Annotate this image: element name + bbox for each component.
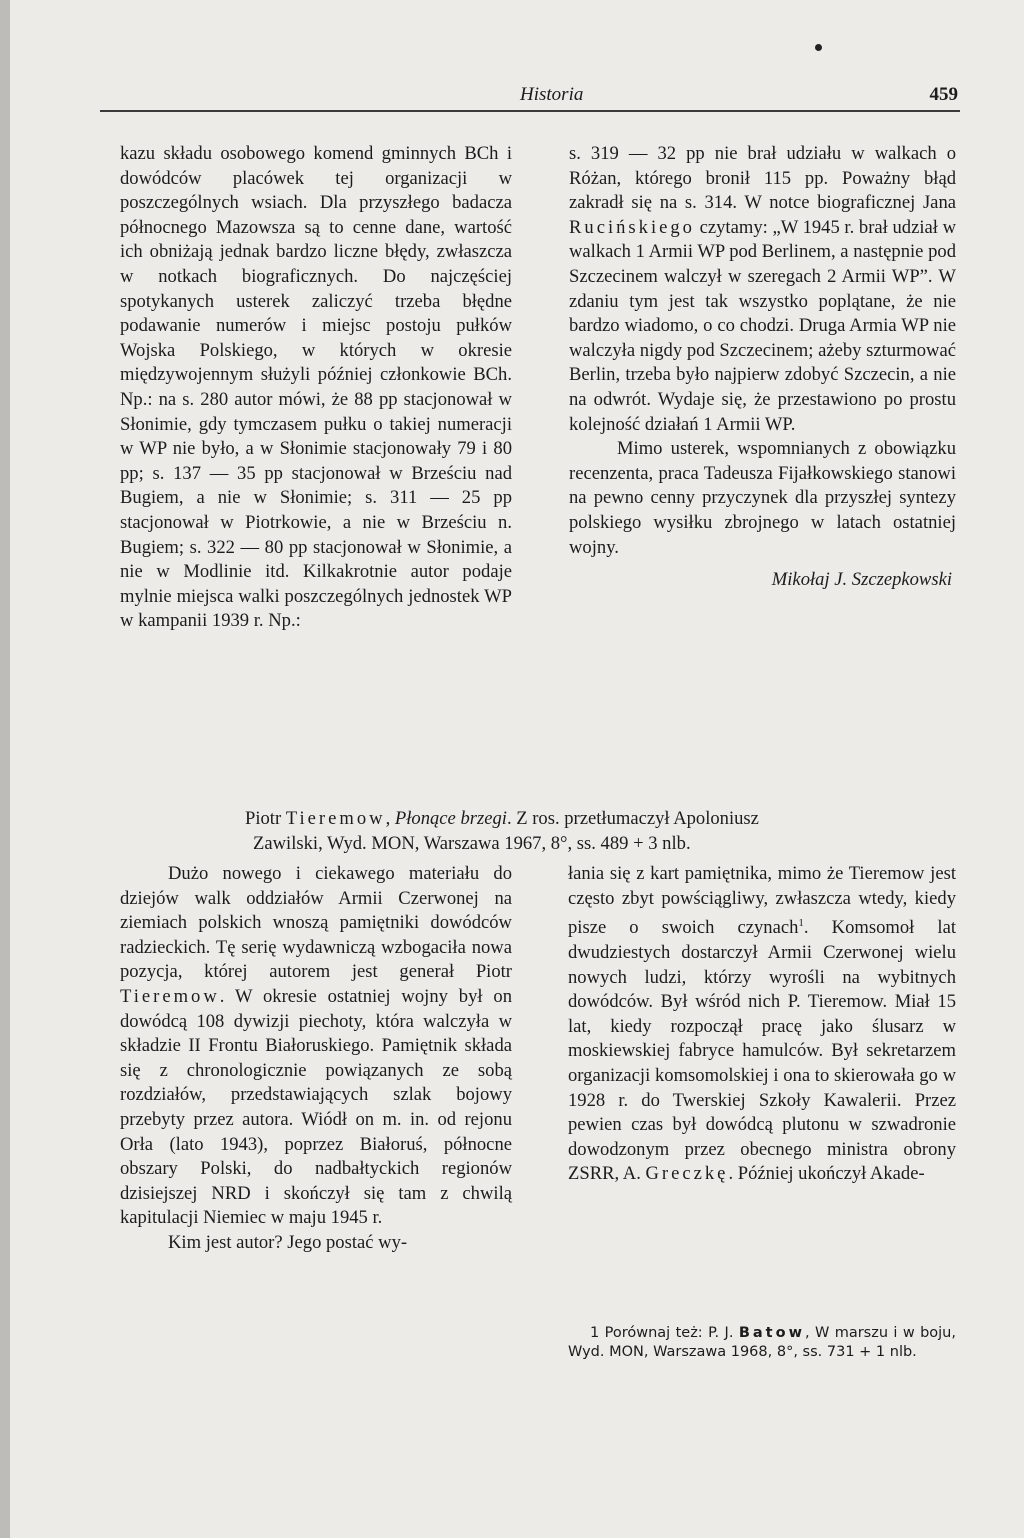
footnote <box>568 1324 956 1363</box>
spaced-name: Greczkę <box>645 1163 729 1185</box>
top-right-column <box>569 142 956 593</box>
biblio-line-1 <box>245 806 965 831</box>
print-speck <box>815 44 822 51</box>
header-rule <box>100 110 960 112</box>
text-run: . Później ukończył Akade- <box>728 1163 925 1185</box>
spaced-name: Batow <box>738 1325 805 1341</box>
page-binding-edge <box>0 0 10 1538</box>
book-title: Płonące brzegi <box>394 808 507 829</box>
bottom-right-column <box>568 862 956 1187</box>
footnote-number: 1 <box>590 1325 600 1341</box>
paragraph: Kim jest autor? Jego postać wy- <box>168 1231 408 1253</box>
paragraph: Mimo usterek, wspomnianych z obowiązku recenzenta, praca Tadeusza Fijałkowskiego stanowi na pewno cenny przyczynek dla przyszłej syntezy polskiego wysiłku zbrojnego w latach ostatniej wojny. <box>569 438 956 558</box>
text-run: . W okresie ostatniej wojny był on dowódcą 108 dywizji piechoty, która walczyła w składzie II Frontu Białoruskiego. Pamiętnik składa się z chronologicznie powiązanych ze sobą rozdziałów, przedstawiających szlak bojowy przebyty przez autora. Wiódł on m. in. od rejonu Orła (lato 1943), poprzez Białoruś, północne obszary Polski, do nadbałtyckich regionów dzisiejszej NRD i skończył się tam z chwilą kapitulacji Niemiec w maju 1945 r. <box>120 985 512 1229</box>
text-run: czytamy: „W 1945 r. brał udział w walkach 1 Armii WP pod Berlinem, a następnie pod Szczecinem walczył w szeregach 2 Armii WP”. W zdaniu tym jest tak wszystko poplątane, że nie bardzo wiadomo, o co chodzi. Druga Armia WP nie walczyła nigdy pod Szczecinem; ażeby szturmować Berlin, trzeba było najpierw zdobyć Szczecin, a nie na odwrót. Wydaje się, że przestawiono po prostu kolejność działań 1 Armii WP. <box>569 216 956 435</box>
top-left-column <box>120 142 512 634</box>
spaced-name: Rucińskiego <box>569 216 695 238</box>
section-title: Historia <box>520 84 584 105</box>
text-run: Porównaj też: P. J. <box>599 1325 739 1341</box>
text-run: , W marszu i w boju, Wyd. MON, Warszawa 1968, 8°, ss. 731 + 1 nlb. <box>568 1325 956 1361</box>
text-run: łania się z kart pamiętnika, mimo że Tieremow jest często zbyt powściągliwy, zwłaszcza wtedy, kiedy pisze o swoich czynach <box>568 863 956 939</box>
text-run: Dużo nowego i ciekawego materiału do dziejów walk oddziałów Armii Czerwonej na ziemiach polskich wnoszą pamiętniki dowódców radzieckich. Tę serię wydawniczą wzbogaciła nowa pozycja, której autorem jest generał Piotr <box>120 863 512 983</box>
text-run: . Z ros. przetłumaczył Apoloniusz <box>506 808 759 829</box>
author-first-name: Piotr <box>245 808 286 829</box>
footnote-text <box>568 1324 956 1363</box>
paragraph <box>568 862 956 1187</box>
page-number: 459 <box>929 84 958 105</box>
bottom-left-column <box>120 862 512 1256</box>
author-last-name: Tieremow <box>285 808 386 829</box>
text-run: . Komsomoł lat dwudziestych dostarczył Armii Czerwonej wielu nowych ludzi, którzy wyrośli na wybitnych dowódców. Był wśród nich P. Tieremow. Miał 15 lat, kiedy rozpoczął pracę jako ślusarz w moskiewskiej fabryce hamulców. Był sekretarzem organizacji komsomolskiej i ona to skierowała go w 1928 r. do Twerskiej Szkoły Kawalerii. Przez pewien czas był dowódcą plutonu w szwadronie dowodzonym przez obecnego ministra obrony ZSRR, A. <box>568 917 956 1185</box>
review-signature: Mikołaj J. Szczepkowski <box>771 569 952 591</box>
paragraph <box>120 862 512 1231</box>
paragraph <box>569 142 956 437</box>
text-run: s. 319 — 32 pp nie brał udziału w walkach o Różan, którego bronił 115 pp. Poważny błąd zakradł się na s. 314. W notce biograficznej Jana <box>569 143 956 214</box>
footnote-ref: 1 <box>798 917 804 930</box>
bibliographic-entry <box>245 806 965 856</box>
biblio-line-2: Zawilski, Wyd. MON, Warszawa 1967, 8°, ss. 489 + 3 nlb. <box>253 833 691 854</box>
spaced-name: Tieremow <box>120 985 220 1007</box>
text-run: , <box>385 808 395 829</box>
paragraph: kazu składu osobowego komend gminnych BCh i dowódców placówek tej organizacji w poszczególnych wsiach. Dla przyszłego badacza północnego Mazowsza są to cenne dane, wartość ich obniżają jednak bardzo liczne błędy, zwłaszcza w notkach biograficznych. Do najczęściej spotykanych usterek zaliczyć trzeba błędne podawanie numerów i miejsc postoju pułków Wojska Polskiego, w których w okresie międzywojennym służyli później członkowie BCh. Np.: na s. 280 autor mówi, że 88 pp stacjonował w Słonimie, gdy tymczasem pułku o takiej numeracji w WP nie było, a w Słonimie stacjonowały 79 i 80 pp; s. 137 — 35 pp stacjonował w Brześciu nad Bugiem, a nie w Słonimie; s. 311 — 25 pp stacjonował w Piotrkowie, a nie w Brześciu n. Bugiem; s. 322 — 80 pp stacjonował w Słonimie, a nie w Modlinie itd. Kilkakrotnie autor podaje mylnie miejsca walki poszczególnych jednostek WP w kampanii 1939 r. Np.: <box>120 143 512 632</box>
